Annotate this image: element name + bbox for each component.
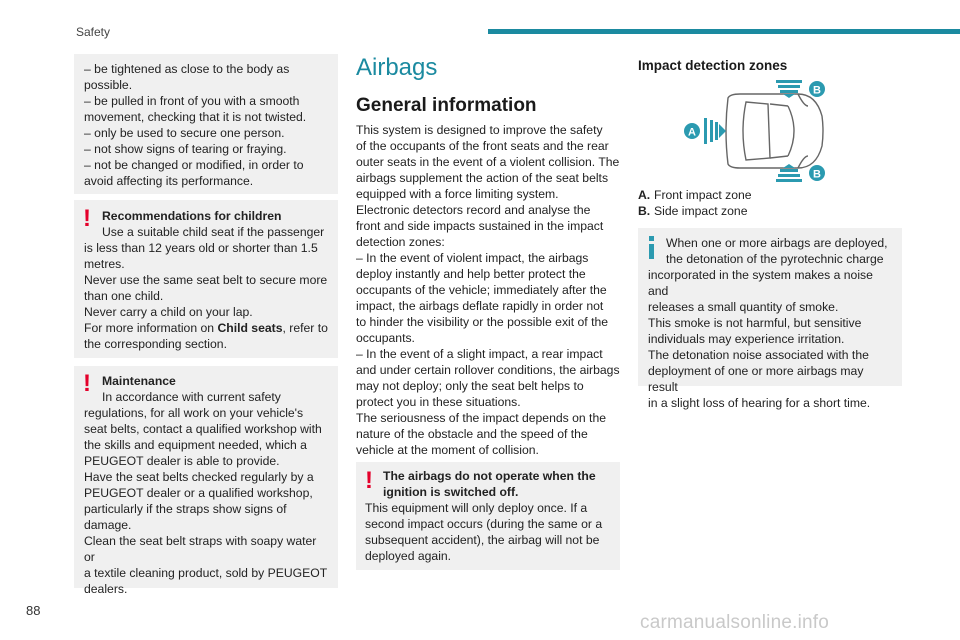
warning-line: dealers. (84, 582, 128, 596)
label-b-top-badge (809, 81, 825, 97)
body-line: outer seats in the event of a violent collision. The (356, 155, 620, 169)
body-line: of the occupants of the front seats and the rear (356, 139, 609, 153)
legend-text: Side impact zone (654, 204, 748, 218)
body-line: detection zones: (356, 235, 445, 249)
body-line: Electronic detectors record and analyse the (356, 203, 591, 217)
list-line: – be tightened as close to the body as (84, 62, 290, 76)
seat-belt-list-box (74, 54, 338, 194)
diagram-legend (638, 187, 752, 219)
body-line: occupants of the vehicle; immediately after the (356, 283, 607, 297)
ignition-warning-box (356, 462, 620, 570)
body-line: protect you in these situations. (356, 395, 521, 409)
children-warning-box (74, 200, 338, 358)
warning-exclamation-icon: ! (365, 467, 373, 494)
car-top-view-icon (726, 94, 823, 168)
list-line: – not be changed or modified, in order to (84, 158, 304, 172)
list-line: avoid affecting its performance. (84, 174, 254, 188)
legend-text: Front impact zone (654, 188, 752, 202)
body-line: may not deploy; only the seat belt helps to (356, 379, 584, 393)
info-line: individuals may experience irritation. (648, 332, 845, 346)
body-line: front and side impacts sustained in the impact (356, 219, 604, 233)
body-line: – In the event of violent impact, the airbags (356, 251, 589, 265)
warning-title: The airbags do not operate when the (383, 469, 596, 483)
label-b-bottom-badge (809, 165, 825, 181)
warning-title: ignition is switched off. (383, 485, 519, 499)
list-line: – not show signs of tearing or fraying. (84, 142, 287, 156)
info-line: When one or more airbags are deployed, (666, 236, 888, 250)
info-box (638, 228, 902, 410)
body-line: impact, the airbags deflate rapidly in order not (356, 299, 604, 313)
info-icon (649, 236, 655, 260)
warning-line: PEUGEOT dealer or a qualified workshop, (84, 486, 313, 500)
warning-line: Have the seat belts checked regularly by a (84, 470, 314, 484)
warning-line: This equipment will only deploy once. If a (365, 501, 588, 515)
general-information-text (356, 122, 626, 458)
section-label: Safety (76, 25, 111, 39)
warning-line: subsequent accident), the airbag will not be (365, 533, 600, 547)
warning-line: Never carry a child on your lap. (84, 305, 253, 319)
warning-line: particularly if the straps show signs of (84, 502, 287, 516)
warning-title: Maintenance (102, 374, 176, 388)
body-line: – In the event of a slight impact, a rear impact (356, 347, 603, 361)
watermark: carmanualsonline.info (640, 612, 830, 633)
section-heading: General information (356, 95, 537, 116)
info-line: releases a small quantity of smoke. (648, 300, 839, 314)
info-line: in a slight loss of hearing for a short time. (648, 396, 871, 410)
body-line: nature of the obstacle and the speed of the (356, 427, 588, 441)
warning-line: second impact occurs (during the same or a (365, 517, 603, 531)
body-line: equipped with a force limiting system. (356, 187, 559, 201)
info-line: incorporated in the system makes a noise and (648, 268, 873, 298)
body-line: occupants. (356, 331, 415, 345)
list-line: possible. (84, 78, 133, 92)
warning-line: seat belts, contact a qualified workshop with (84, 422, 322, 436)
child-seats-reference: Child seats (217, 321, 283, 335)
page-title: Airbags (356, 54, 438, 81)
warning-line: damage. (84, 518, 132, 532)
body-line: deploy instantly and help better protect the (356, 267, 586, 281)
impact-zones-heading: Impact detection zones (638, 58, 788, 73)
warning-line: Clean the seat belt straps with soapy water or (84, 534, 317, 564)
warning-exclamation-icon: ! (83, 205, 91, 232)
list-line: – only be used to secure one person. (84, 126, 285, 140)
maintenance-warning-box (74, 366, 338, 596)
warning-line: regulations, for all work on your vehicle's (84, 406, 304, 420)
reference-line: For more information on Child seats, refer to (84, 321, 328, 335)
warning-title: Recommendations for children (102, 209, 282, 223)
warning-exclamation-icon: ! (83, 370, 91, 397)
impact-zones-diagram (648, 76, 838, 186)
body-line: and under certain rollover conditions, the airbags (356, 363, 620, 377)
list-line: – be pulled in front of you with a smooth (84, 94, 300, 108)
warning-line: Never use the same seat belt to secure more (84, 273, 328, 287)
header-accent-bar (488, 29, 960, 34)
legend-key: A. (638, 188, 651, 202)
warning-line: the skills and equipment needed, which a (84, 438, 307, 452)
label-a-badge (684, 123, 700, 139)
body-line: vehicle at the moment of collision. (356, 443, 539, 457)
warning-line: PEUGEOT dealer is able to provide. (84, 454, 280, 468)
svg-text:B: B (813, 84, 821, 97)
info-line: the detonation of the pyrotechnic charge (666, 252, 884, 266)
legend-key: B. (638, 204, 651, 218)
body-line: The seriousness of the impact depends on the (356, 411, 606, 425)
svg-text:A: A (688, 126, 696, 139)
warning-line: is less than 12 years old or shorter than 1.5 (84, 241, 318, 255)
warning-line: a textile cleaning product, sold by PEUGEOT (84, 566, 328, 580)
warning-line: the corresponding section. (84, 337, 227, 351)
body-line: airbags supplement the action of the seat belts (356, 171, 609, 185)
warning-line: Use a suitable child seat if the passenger (102, 225, 325, 239)
page-number: 88 (26, 603, 41, 618)
warning-line: deployed again. (365, 549, 452, 563)
info-line: This smoke is not harmful, but sensitive (648, 316, 862, 330)
warning-line: than one child. (84, 289, 164, 303)
list-line: movement, checking that it is not twisted. (84, 110, 307, 124)
info-line: deployment of one or more airbags may result (648, 364, 864, 394)
info-line: The detonation noise associated with the (648, 348, 869, 362)
warning-line: metres. (84, 257, 125, 271)
body-line: This system is designed to improve the safety (356, 123, 603, 137)
svg-text:B: B (813, 168, 821, 181)
warning-line: In accordance with current safety (102, 390, 281, 404)
front-impact-arrows (704, 118, 726, 144)
body-line: to hinder the visibility or the possible exit of the (356, 315, 609, 329)
